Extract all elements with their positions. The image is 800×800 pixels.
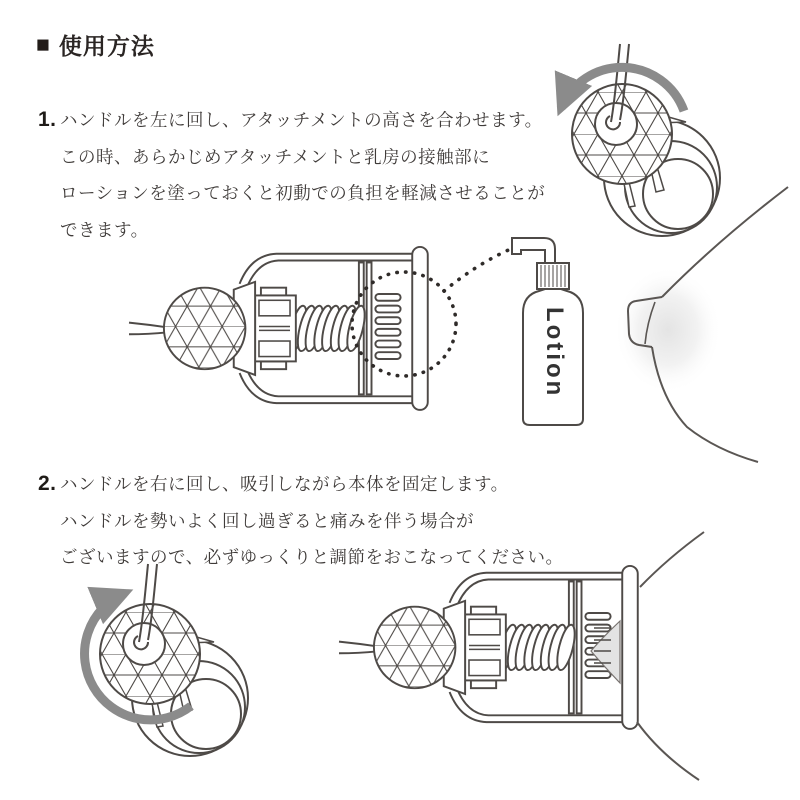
lotion-label: Lotion — [541, 307, 568, 399]
step-1-line-4: できます。 — [60, 219, 149, 240]
step-2-number: 2. — [38, 472, 57, 495]
dotted-guide-line — [444, 248, 513, 291]
step-1-line-2: この時、あらかじめアタッチメントと乳房の接触部に — [60, 146, 491, 167]
step2-handle-top-view — [85, 564, 248, 756]
section-bullet: ■ — [36, 31, 50, 57]
step1-device-side-view — [129, 247, 513, 410]
step-1-line-3: ローションを塗っておくと初動での負担を軽減させることが — [60, 183, 546, 203]
step-2-line-3: ございますので、必ずゆっくりと調節をおこなってください。 — [60, 547, 564, 567]
breast-upper-contour — [640, 532, 704, 587]
breast-illustration-step2 — [637, 532, 704, 780]
step-1-line-1: ハンドルを左に回し、アタッチメントの高さを合わせます。 — [60, 110, 543, 130]
step-1-number: 1. — [38, 108, 57, 131]
section-header — [36, 28, 155, 61]
pump-device — [339, 566, 638, 729]
step-1 — [38, 102, 545, 248]
step1-handle-top-view — [561, 44, 720, 236]
page-title: 使用方法 — [58, 33, 155, 59]
step-2-line-2: ハンドルを勢いよく回し過ぎると痛みを伴う場合が — [60, 510, 474, 531]
step-2 — [38, 466, 563, 576]
pump-device — [129, 247, 428, 410]
step-2-line-1: ハンドルを右に回し、吸引しながら本体を固定します。 — [60, 474, 509, 494]
lotion-bottle — [512, 238, 583, 425]
breast-lower-contour — [637, 722, 699, 780]
